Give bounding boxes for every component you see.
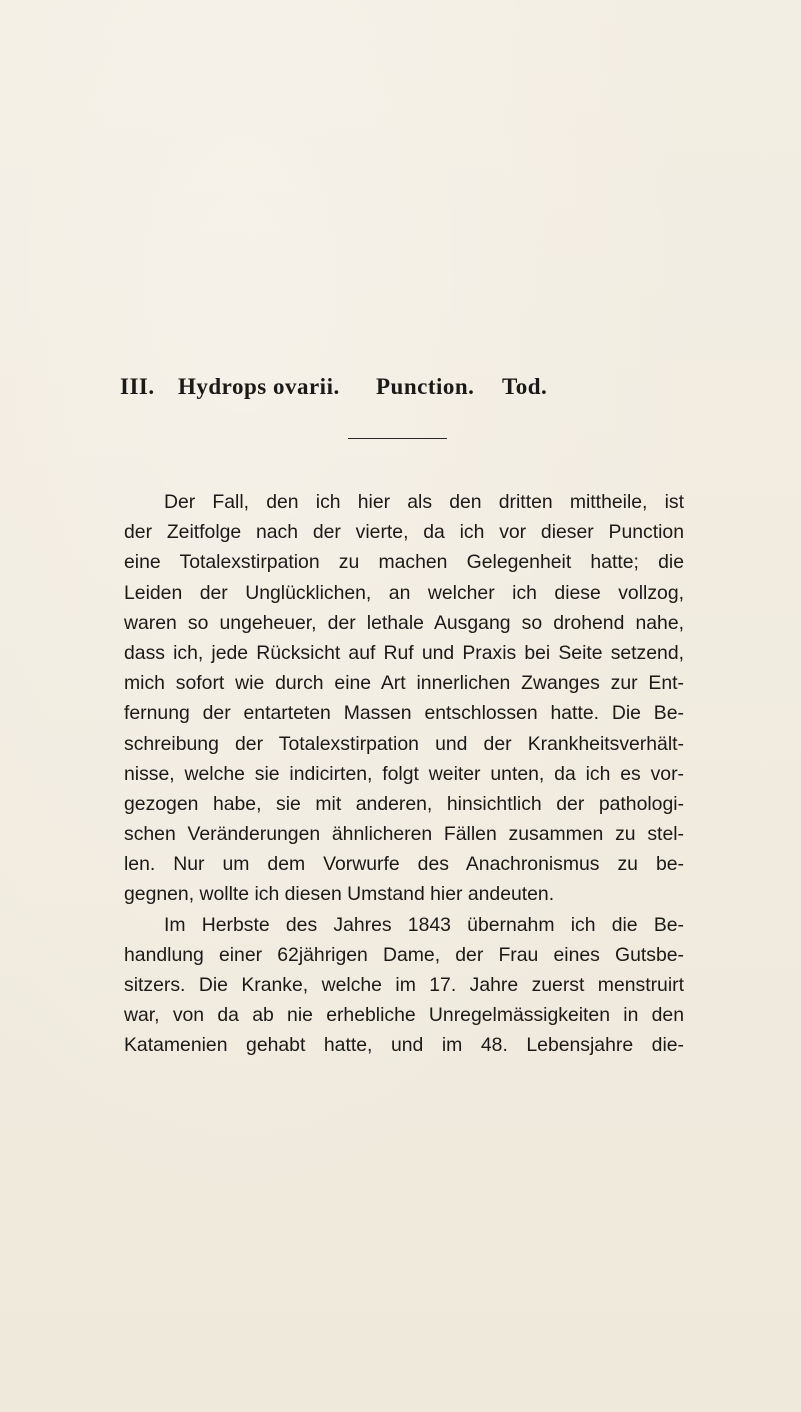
text-line: Im Herbste des Jahres 1843 übernahm ich die Be- bbox=[164, 913, 684, 936]
text-line: fernung der entarteten Massen entschlossen hatte. Die Be- bbox=[124, 702, 684, 725]
text-line: schen Veränderungen ähnlicheren Fällen zusammen zu stel- bbox=[124, 823, 684, 846]
chapter-title: Hydrops ovarii. bbox=[178, 374, 340, 399]
text-line: len. Nur um dem Vorwurfe des Anachronismus zu be- bbox=[124, 853, 684, 876]
text-line: eine Totalexstirpation zu machen Gelegenheit hatte; die bbox=[124, 551, 684, 574]
chapter-number: III. bbox=[120, 374, 155, 399]
text-line: gezogen habe, sie mit anderen, hinsichtlich der pathologi- bbox=[124, 792, 684, 815]
text-line: war, von da ab nie erhebliche Unregelmässigkeiten in den bbox=[124, 1004, 684, 1027]
text-line: Katamenien gehabt hatte, und im 48. Lebensjahre die- bbox=[124, 1034, 684, 1057]
body-text bbox=[124, 487, 684, 1061]
text-line: nisse, welche sie indicirten, folgt weiter unten, da ich es vor- bbox=[124, 762, 684, 785]
text-line: waren so ungeheuer, der lethale Ausgang so drohend nahe, bbox=[124, 611, 684, 634]
text-line: mich sofort wie durch eine Art innerlichen Zwanges zur Ent- bbox=[124, 672, 684, 695]
text-line: Leiden der Unglücklichen, an welcher ich diese vollzog, bbox=[124, 581, 684, 604]
text-line: handlung einer 62jährigen Dame, der Frau eines Gutsbe- bbox=[124, 943, 684, 966]
text-line: dass ich, jede Rücksicht auf Ruf und Praxis bei Seite setzend, bbox=[124, 641, 684, 664]
chapter-outcome: Tod. bbox=[502, 374, 548, 399]
text-line: der Zeitfolge nach der vierte, da ich vor dieser Punction bbox=[124, 521, 684, 544]
heading-divider bbox=[348, 438, 447, 439]
paragraph-2 bbox=[124, 910, 684, 1061]
text-line: sitzers. Die Kranke, welche im 17. Jahre zuerst menstruirt bbox=[124, 974, 684, 996]
text-line: gegnen, wollte ich diesen Umstand hier andeuten. bbox=[124, 883, 555, 906]
paragraph-1 bbox=[124, 487, 684, 910]
chapter-heading bbox=[120, 374, 700, 400]
chapter-procedure: Punction. bbox=[376, 374, 475, 399]
text-line: schreibung der Totalexstirpation und der Krankheitsverhält- bbox=[124, 732, 684, 755]
text-line: Der Fall, den ich hier als den dritten mittheile, ist bbox=[164, 491, 684, 513]
